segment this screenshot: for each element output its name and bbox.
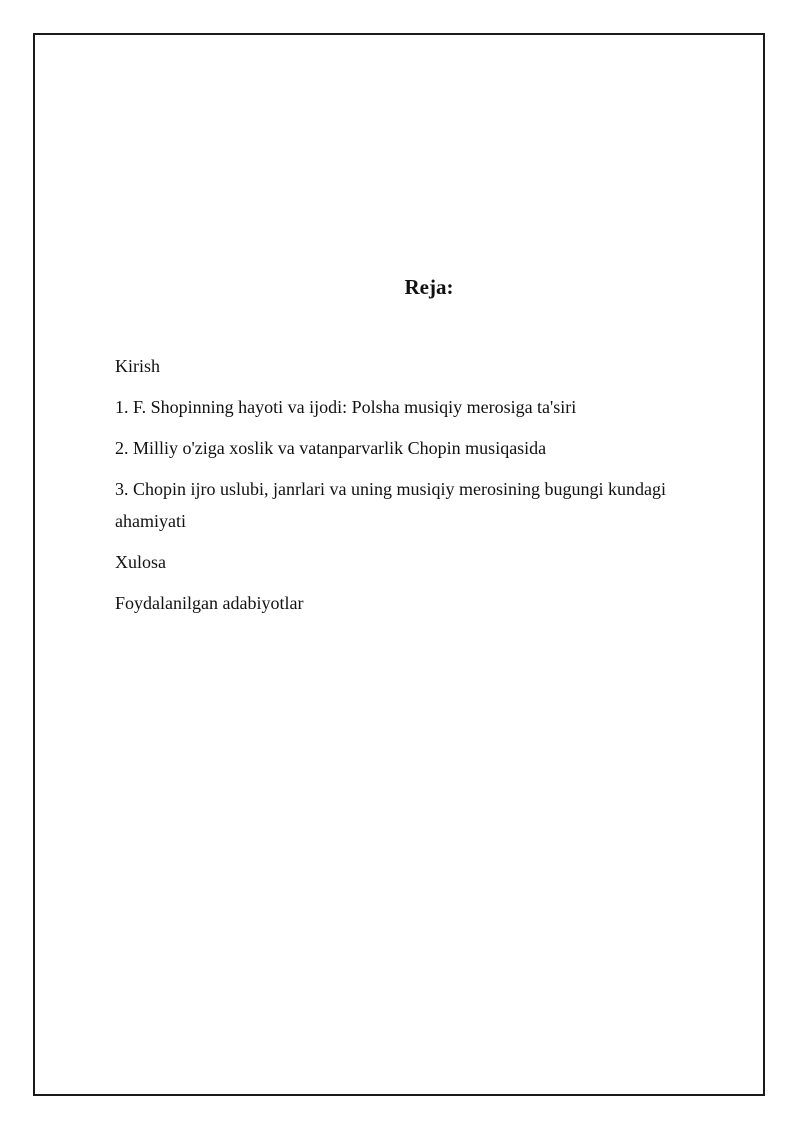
- plan-item-section-2: 2. Milliy o'ziga xoslik va vatanparvarlik Chopin musiqasida: [115, 438, 547, 458]
- plan-item-section-1: 1. F. Shopinning hayoti va ijodi: Polsha musiqiy merosiga ta'siri: [115, 397, 577, 417]
- plan-item-introduction: Kirish: [115, 356, 160, 376]
- plan-item-conclusion: Xulosa: [115, 552, 166, 572]
- plan-item-section-3: 3. Chopin ijro uslubi, janrlari va uning musiqiy merosining bugungi kundagi ahamiyati: [115, 479, 666, 531]
- page-title: Reja:: [404, 275, 454, 299]
- plan-item-references: Foydalanilgan adabiyotlar: [115, 593, 304, 613]
- plan-list: [115, 350, 705, 628]
